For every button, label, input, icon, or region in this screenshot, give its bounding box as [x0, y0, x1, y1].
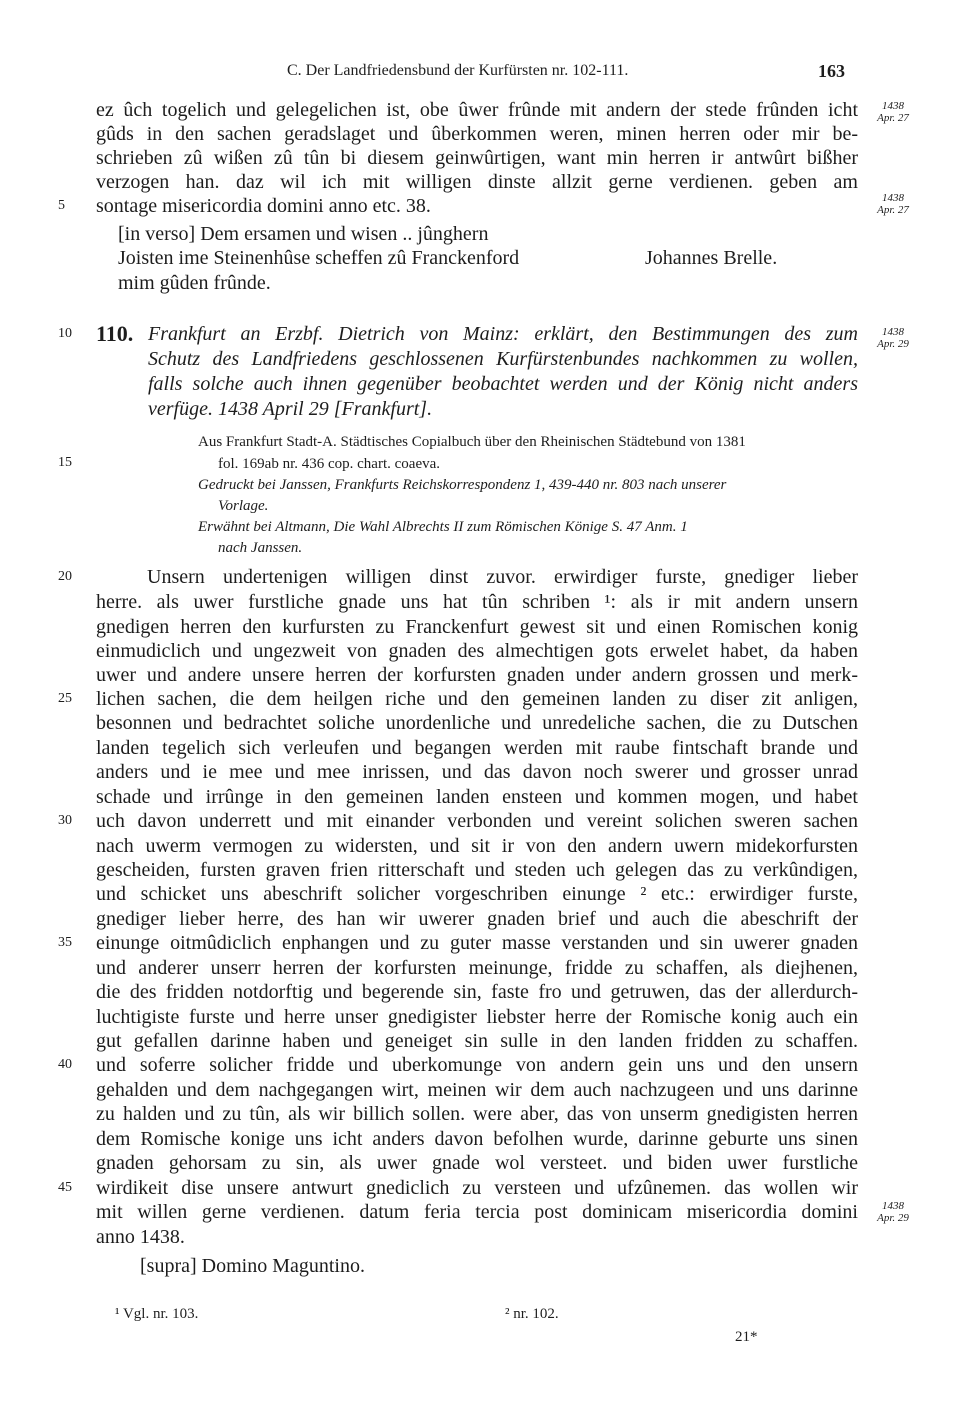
text-line: herre. als uwer furstliche gnade uns hat tûn schriben ¹: als ir mit andern unsern	[96, 591, 858, 613]
source-line: fol. 169ab nr. 436 cop. chart. coaeva.	[218, 456, 441, 472]
regest-line: Schutz des Landfriedens geschlossenen Kurfürstenbundes nachkommen zu wollen,	[148, 348, 858, 370]
line-number: 20	[58, 569, 72, 584]
text-line: anno 1438.	[96, 1226, 185, 1248]
text-line: sontage misericordia domini anno etc. 38.	[96, 195, 431, 217]
line-number: 5	[58, 198, 65, 213]
text-line: und schicket uns abeschrift solicher vorgeschriben einunge ² etc.: erwirdiger furste,	[96, 883, 858, 905]
text-line: verzogen han. daz wil ich mit willigen dinste allzit gerne verdienen. geben am	[96, 171, 858, 193]
address-line: [in verso] Dem ersamen und wisen .. jûnghern	[118, 223, 489, 245]
source-line: Erwähnt bei Altmann, Die Wahl Albrechts II zum Römischen Könige S. 47 Anm. 1	[198, 519, 688, 535]
text-line: landen tegelich sich verleufen und begangen werden mit raube fintschaft brande und	[96, 737, 858, 759]
text-line: gûds in den sachen geradslaget und ûberkommen weren, minen herren oder mir be-	[96, 123, 858, 145]
source-line: nach Janssen.	[218, 540, 303, 556]
text-line: einunge oitmûdiclich enphangen und zu guter masse verstanden und sin uwerer gnaden	[96, 932, 858, 954]
text-line: Unsern undertenigen willigen dinst zuvor. erwirdiger furste, gnediger lieber	[147, 566, 858, 588]
text-line: ez ûch togelich und gelegelichen ist, obe ûwer frûnde mit andern der stede frûnden icht	[96, 99, 858, 121]
text-line: uch davon underrett und mit einander verbonden und vereint solichen sweren sachen	[96, 810, 858, 832]
text-line: dem Romische konige uns icht anders davon befolhen wurde, darinne geburte uns sinen	[96, 1128, 858, 1150]
address-line: Joisten ime Steinenhûse scheffen zû Franckenford	[118, 247, 520, 269]
line-number: 40	[58, 1057, 72, 1072]
text-line: schade und irrûnge in den gemeinen landen ensteen und kommen mogen, und habet	[96, 786, 858, 808]
line-number: 25	[58, 691, 72, 706]
text-line: uwer und andere unsere herren der korfursten gnaden under andern grossen und merk-	[96, 664, 858, 686]
text-line: gescheiden, fursten graven frien ritterschaft und steden uch gelegen das zu verkûndigen,	[96, 859, 858, 881]
line-number: 10	[58, 326, 72, 341]
text-line: und soferre solicher fridde und uberkomunge von andern gein uns und den unsern	[96, 1054, 858, 1076]
footnote: ² nr. 102.	[505, 1306, 559, 1322]
document-number: 110.	[96, 321, 134, 346]
margin-date: 1438 Apr. 29	[877, 1200, 909, 1224]
text-line: gut gefallen darinne haben und geneiget sin sulle in den landen fridden zu schaffen.	[96, 1030, 858, 1052]
line-number: 30	[58, 813, 72, 828]
text-line: gnediger lieber herre, des han wir uwerer gnaden brief und auch die abeschrift der	[96, 908, 858, 930]
margin-date: 1438 Apr. 29	[877, 326, 909, 350]
text-line: anders und ie mee und mee inrissen, und das davon noch swerer und grosser unrad	[96, 761, 858, 783]
text-line: und anderer unserr herren der korfursten meinunge, fridde zu schaffen, als diejhenen,	[96, 957, 858, 979]
address-line: mim gûden frûnde.	[118, 272, 271, 294]
regest-line: verfüge. 1438 April 29 [Frankfurt].	[148, 398, 433, 420]
text-line: lichen sachen, die dem heilgen riche und den gemeinen landen zu diser zit anligen,	[96, 688, 858, 710]
sender-signature: Johannes Brelle.	[645, 247, 778, 269]
text-line: besonnen und bedrachtet soliche unordenliche und unredeliche sachen, die zu Dutschen	[96, 712, 858, 734]
footnote: ¹ Vgl. nr. 103.	[115, 1306, 199, 1322]
text-line: luchtigiste furste und herre unser gnedigister liebster herre der Romische konig auch ein	[96, 1006, 858, 1028]
source-line: Aus Frankfurt Stadt-A. Städtisches Copialbuch über den Rheinischen Städtebund von 1381	[198, 434, 746, 450]
line-number: 15	[58, 455, 72, 470]
line-number: 35	[58, 935, 72, 950]
line-number: 45	[58, 1180, 72, 1195]
source-line: Gedruckt bei Janssen, Frankfurts Reichskorrespondenz 1, 439-440 nr. 803 nach unserer	[198, 477, 727, 493]
address-line: [supra] Domino Maguntino.	[140, 1255, 365, 1277]
source-line: Vorlage.	[218, 498, 269, 514]
text-line: wirdikeit dise unsere antwurt gnediclich zu versteen und ufzûnemen. das wollen wir	[96, 1177, 858, 1199]
regest-line: Frankfurt an Erzbf. Dietrich von Mainz: erklärt, den Bestimmungen des zum	[148, 323, 858, 345]
text-line: gnedigen herren den kurfursten zu Franckenfurt gewest sit und einen Romischen konig	[96, 616, 858, 638]
margin-date: 1438 Apr. 27	[877, 192, 909, 216]
signature-mark: 21*	[735, 1329, 758, 1345]
text-line: schrieben zû wißen zû tûn bi diesem geinwûrtigen, want min herren ir antwûrt bißher	[96, 147, 858, 169]
text-line: die des fridden notdorftig und begerende sin, faste fro und getruwen, das der allerdurch-	[96, 981, 858, 1003]
running-title: C. Der Landfriedensbund der Kurfürsten nr. 102-111.	[287, 62, 629, 79]
text-line: gnaden gehorsam zu sin, als uwer gnade wol versteet. und biden uwer furstliche	[96, 1152, 858, 1174]
text-line: zu halden und zu tûn, als wir billich sollen. were aber, das von unserm gnedigisten herren	[96, 1103, 858, 1125]
regest-line: falls solche auch ihnen gegenüber beobachtet werden und der König nicht anders	[148, 373, 858, 395]
margin-date: 1438 Apr. 27	[877, 100, 909, 124]
text-line: einmudiclich und ungezweit von gnaden des almechtigen gots erwelet habet, da haben	[96, 640, 858, 662]
text-line: nach uwerm vermogen zu widersten, und sit ir von den andern uwern midekorfursten	[96, 835, 858, 857]
text-line: mit willen gerne verdienen. datum feria tercia post dominicam misericordia domini	[96, 1201, 858, 1223]
page-number: 163	[818, 61, 845, 81]
text-line: gehalden und dem nachgegangen wirt, meinen wir dem auch nachzugeen und uns darinne	[96, 1079, 858, 1101]
